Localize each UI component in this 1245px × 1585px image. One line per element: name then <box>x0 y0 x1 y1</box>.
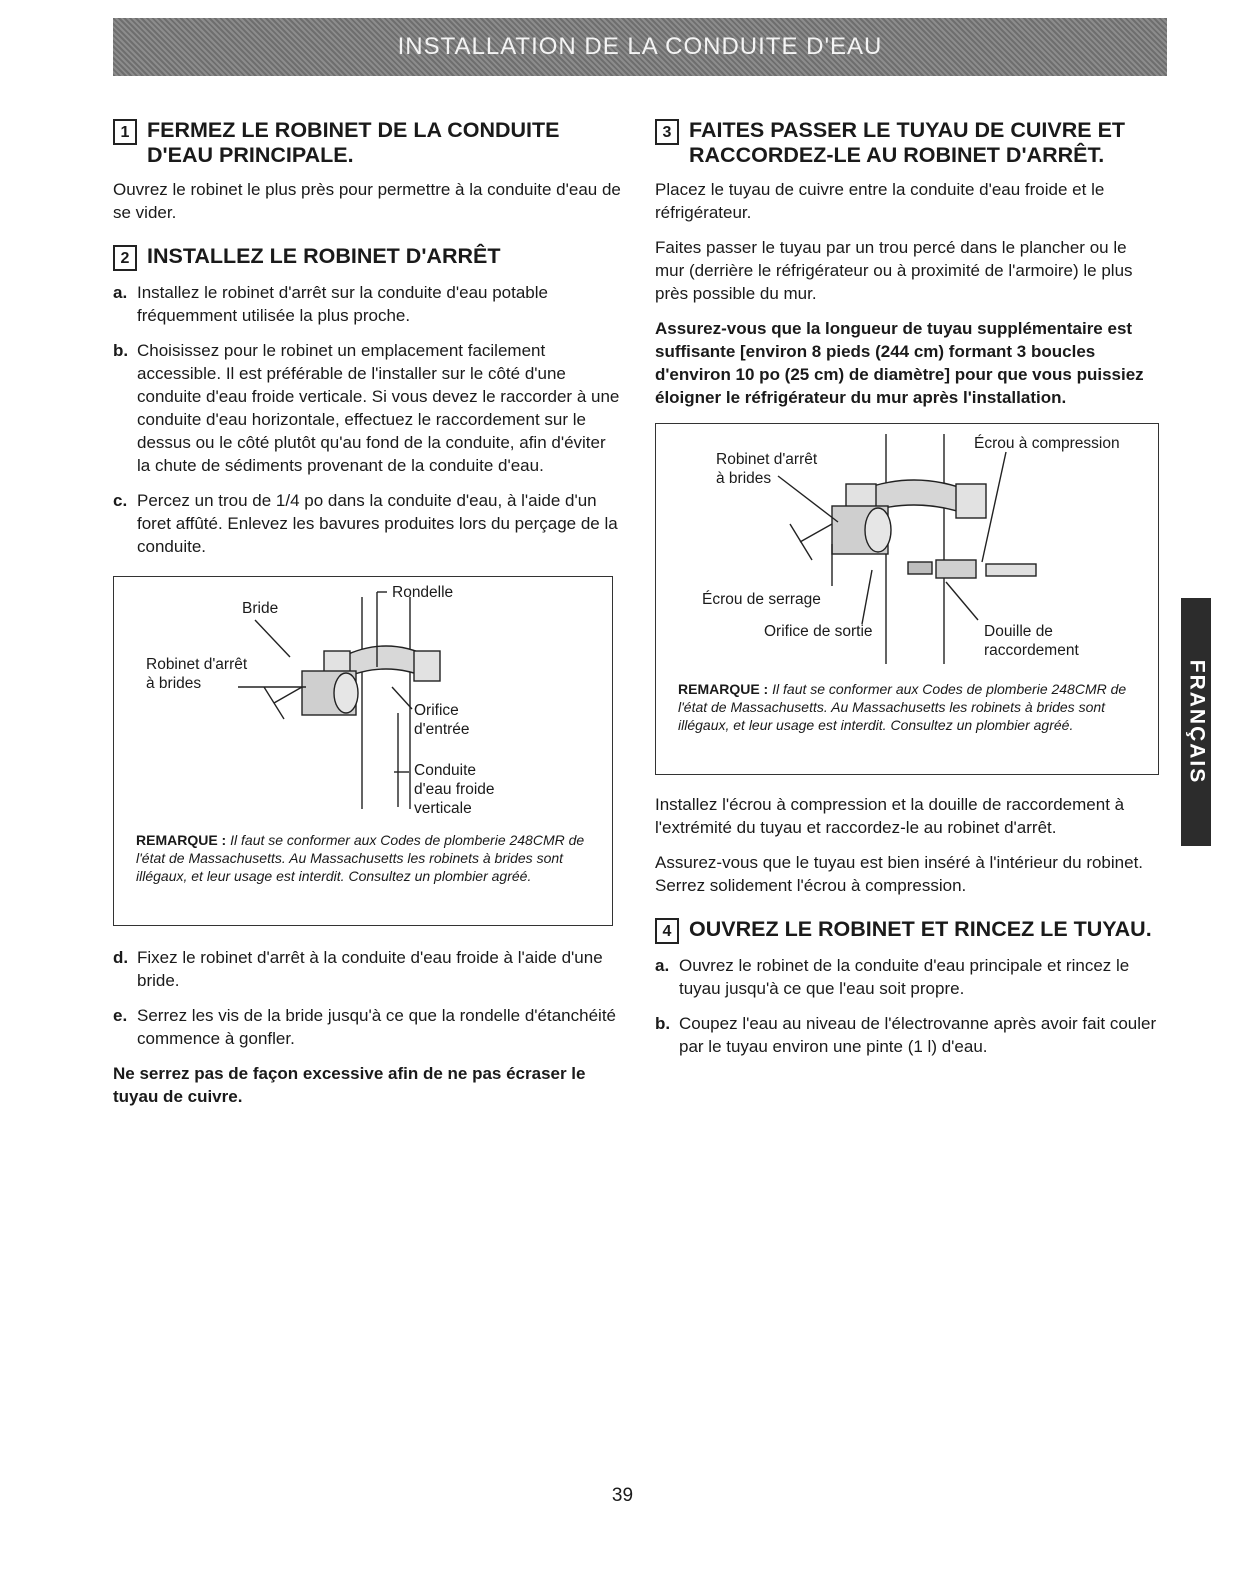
figure-2-note <box>678 680 1146 734</box>
right-column <box>655 118 1160 1070</box>
flange-valve-figure <box>113 576 613 926</box>
list-item <box>655 1012 1160 1058</box>
step-4-heading <box>655 917 1160 944</box>
list-letter: b. <box>113 341 129 360</box>
list-text: Installez le robinet d'arrêt sur la conduite d'eau potable fréquemment utilisée la plus proche. <box>137 283 548 325</box>
step-3-paragraph: Installez l'écrou à compression et la douille de raccordement à l'extrémité du tuyau et raccordez-le au robinet d'arrêt. <box>655 795 1125 837</box>
list-text: Serrez les vis de la bride jusqu'à ce que la rondelle d'étanchéité commence à gonfler. <box>137 1006 617 1048</box>
step-1-heading <box>113 118 623 168</box>
step-3-paragraph: Placez le tuyau de cuivre entre la conduite d'eau froide et le réfrigérateur. <box>655 180 1105 222</box>
list-item <box>113 489 623 558</box>
list-text: Fixez le robinet d'arrêt à la conduite d'eau froide à l'aide d'une bride. <box>137 948 603 990</box>
label-conduite-line2: d'eau froide <box>414 781 495 798</box>
label-douille-line2: raccordement <box>984 642 1079 659</box>
language-side-tab <box>1181 598 1211 846</box>
left-column <box>113 118 623 1120</box>
step-number-box: 2 <box>113 245 137 271</box>
label-orifice-line1: Orifice <box>414 702 459 719</box>
label-robinet-line2: à brides <box>716 470 772 487</box>
step-number-box: 1 <box>113 119 137 145</box>
list-text: Choisissez pour le robinet un emplacement facilement accessible. Il est préférable de l'installer sur le côté d'une conduite d'eau froide verticale. Si vous devez le raccorder à une conduite d'eau horizontale, effectuez le raccordement sur le dessus ou le côté plutôt qu'au fond de la conduite, afin d'éviter la chute de sédiments provenant de la conduite d'eau. <box>137 341 620 475</box>
step-2-heading <box>113 244 623 271</box>
list-letter: c. <box>113 491 128 510</box>
label-orifice-sortie: Orifice de sortie <box>764 623 873 640</box>
label-ecrou-compression: Écrou à compression <box>974 435 1120 452</box>
section-banner <box>113 18 1167 76</box>
label-robinet-line2: à brides <box>146 675 202 692</box>
note-text: Il faut se conformer aux Codes de plomberie 248CMR de l'état de Massachusetts. Au Massachusetts les robinets à brides sont illégaux, et leur usage est interdit. Consultez un plombier agréé. <box>136 832 585 884</box>
step-3-paragraph: Faites passer le tuyau par un trou percé dans le plancher ou le mur (derrière le réfrigérateur ou à proximité de l'armoire) le plus près possible du mur. <box>655 238 1133 303</box>
compression-fitting-figure <box>655 423 1159 775</box>
list-letter: e. <box>113 1006 128 1025</box>
list-letter: a. <box>113 283 128 302</box>
list-letter: a. <box>655 956 670 975</box>
step-4-title: OUVREZ LE ROBINET ET RINCEZ LE TUYAU. <box>689 917 1152 941</box>
step-3-bold-paragraph: Assurez-vous que la longueur de tuyau supplémentaire est suffisante [environ 8 pieds (244 cm) formant 3 boucles d'environ 10 po (25 cm) de diamètre] pour que vous puissiez éloigner le réfrigérateur du mur après l'installation. <box>655 319 1144 407</box>
label-douille-line1: Douille de <box>984 623 1053 640</box>
page-number: 39 <box>611 1485 634 1506</box>
figure-1-note <box>136 831 600 885</box>
step-2-title: INSTALLEZ LE ROBINET D'ARRÊT <box>147 244 501 268</box>
list-item <box>113 1004 623 1050</box>
language-tab-label: FRANÇAIS <box>1185 659 1208 785</box>
step-1-title: FERMEZ LE ROBINET DE LA CONDUITE D'EAU PRINCIPALE. <box>147 118 560 167</box>
note-label: REMARQUE : <box>136 832 227 848</box>
list-item <box>113 946 623 992</box>
section-title: INSTALLATION DE LA CONDUITE D'EAU <box>397 33 883 60</box>
step-number-box: 3 <box>655 119 679 145</box>
list-item <box>113 339 623 477</box>
label-conduite-line1: Conduite <box>414 762 477 779</box>
label-ecrou-serrage: Écrou de serrage <box>702 591 821 608</box>
list-letter: d. <box>113 948 129 967</box>
list-text: Coupez l'eau au niveau de l'électrovanne après avoir fait couler par le tuyau environ une pinte (1 l) d'eau. <box>679 1014 1157 1056</box>
list-text: Percez un trou de 1/4 po dans la conduite d'eau, à l'aide d'un foret affûté. Enlevez les bavures produites lors du perçage de la conduite. <box>137 491 618 556</box>
label-rondelle: Rondelle <box>392 584 454 601</box>
step-3-paragraph: Assurez-vous que le tuyau est bien inséré à l'intérieur du robinet. Serrez solidement l'écrou à compression. <box>655 853 1144 895</box>
list-letter: b. <box>655 1014 671 1033</box>
step-3-heading <box>655 118 1160 168</box>
label-bride: Bride <box>242 600 279 617</box>
note-text: Il faut se conformer aux Codes de plomberie 248CMR de l'état de Massachusetts. Au Massachusetts les robinets à brides sont illégaux, et leur usage est interdit. Consultez un plombier agréé. <box>678 681 1127 733</box>
label-conduite-line3: verticale <box>414 800 472 817</box>
list-item <box>655 954 1160 1000</box>
label-orifice-line2: d'entrée <box>414 721 470 738</box>
step-3-title: FAITES PASSER LE TUYAU DE CUIVRE ET RACCORDEZ-LE AU ROBINET D'ARRÊT. <box>689 118 1126 167</box>
label-robinet-line1: Robinet d'arrêt <box>146 656 248 673</box>
step-1-text: Ouvrez le robinet le plus près pour permettre à la conduite d'eau de se vider. <box>113 180 621 222</box>
list-text: Ouvrez le robinet de la conduite d'eau principale et rincez le tuyau jusqu'à ce que l'eau soit propre. <box>679 956 1130 998</box>
note-label: REMARQUE : <box>678 681 769 697</box>
label-robinet-line1: Robinet d'arrêt <box>716 451 818 468</box>
list-item <box>113 281 623 327</box>
step-number-box: 4 <box>655 918 679 944</box>
step-2-warning: Ne serrez pas de façon excessive afin de ne pas écraser le tuyau de cuivre. <box>113 1064 586 1106</box>
